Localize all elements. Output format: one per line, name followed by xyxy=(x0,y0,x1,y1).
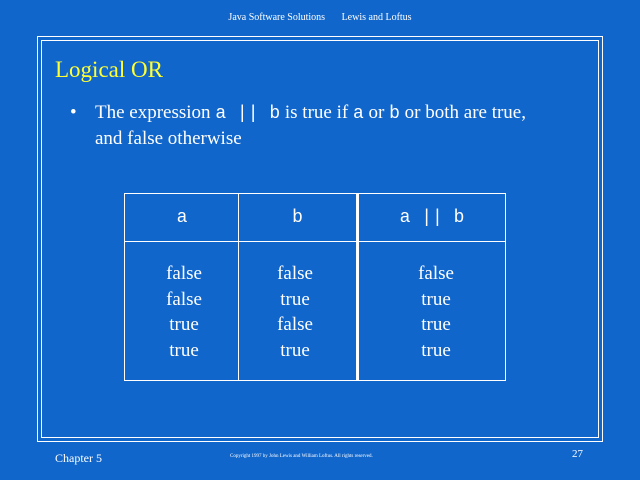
slide-title: Logical OR xyxy=(55,57,163,82)
book-title: Java Software Solutions xyxy=(228,12,326,23)
chapter-label: Chapter 5 xyxy=(55,451,102,465)
bullet-or: or xyxy=(363,102,390,123)
table-column-a-or-b xyxy=(359,261,513,363)
copyright-notice: Copyright 1997 by John Lewis and William Loftus. All rights reserved. xyxy=(230,454,373,459)
table-cell: false xyxy=(418,263,454,284)
table-cell: false xyxy=(277,314,313,335)
table-column-a xyxy=(125,261,243,363)
bullet-prefix: The expression xyxy=(95,102,216,123)
code-expression: a || b xyxy=(215,104,281,124)
table-cell: false xyxy=(166,288,202,310)
table-cell: true xyxy=(280,339,310,361)
code-a: a xyxy=(352,104,364,124)
table-cell: false xyxy=(277,263,313,284)
bullet-middle: is true if xyxy=(280,102,353,123)
bullet-marker: • xyxy=(70,102,77,123)
table-header-divider xyxy=(125,241,505,242)
table-header-b: b xyxy=(292,208,303,228)
page-number: 27 xyxy=(572,448,583,460)
bullet-suffix: or both are true, xyxy=(399,102,526,123)
table-header-a-or-b: a || b xyxy=(399,208,465,228)
code-b: b xyxy=(389,104,400,124)
table-column-b xyxy=(239,261,351,363)
table-cell: true xyxy=(169,339,199,361)
table-cell: false xyxy=(166,263,202,284)
slide-header xyxy=(0,12,640,23)
author-names: Lewis and Loftus xyxy=(341,12,412,23)
bullet-text-line2: and false otherwise xyxy=(95,128,242,149)
table-cell: true xyxy=(421,339,451,361)
table-header-a: a xyxy=(176,208,188,228)
table-cell: true xyxy=(421,314,451,335)
table-cell: true xyxy=(421,288,451,310)
table-cell: true xyxy=(280,288,310,310)
bullet-text-line1 xyxy=(95,100,526,127)
truth-table xyxy=(124,193,506,381)
table-cell: true xyxy=(169,314,199,335)
